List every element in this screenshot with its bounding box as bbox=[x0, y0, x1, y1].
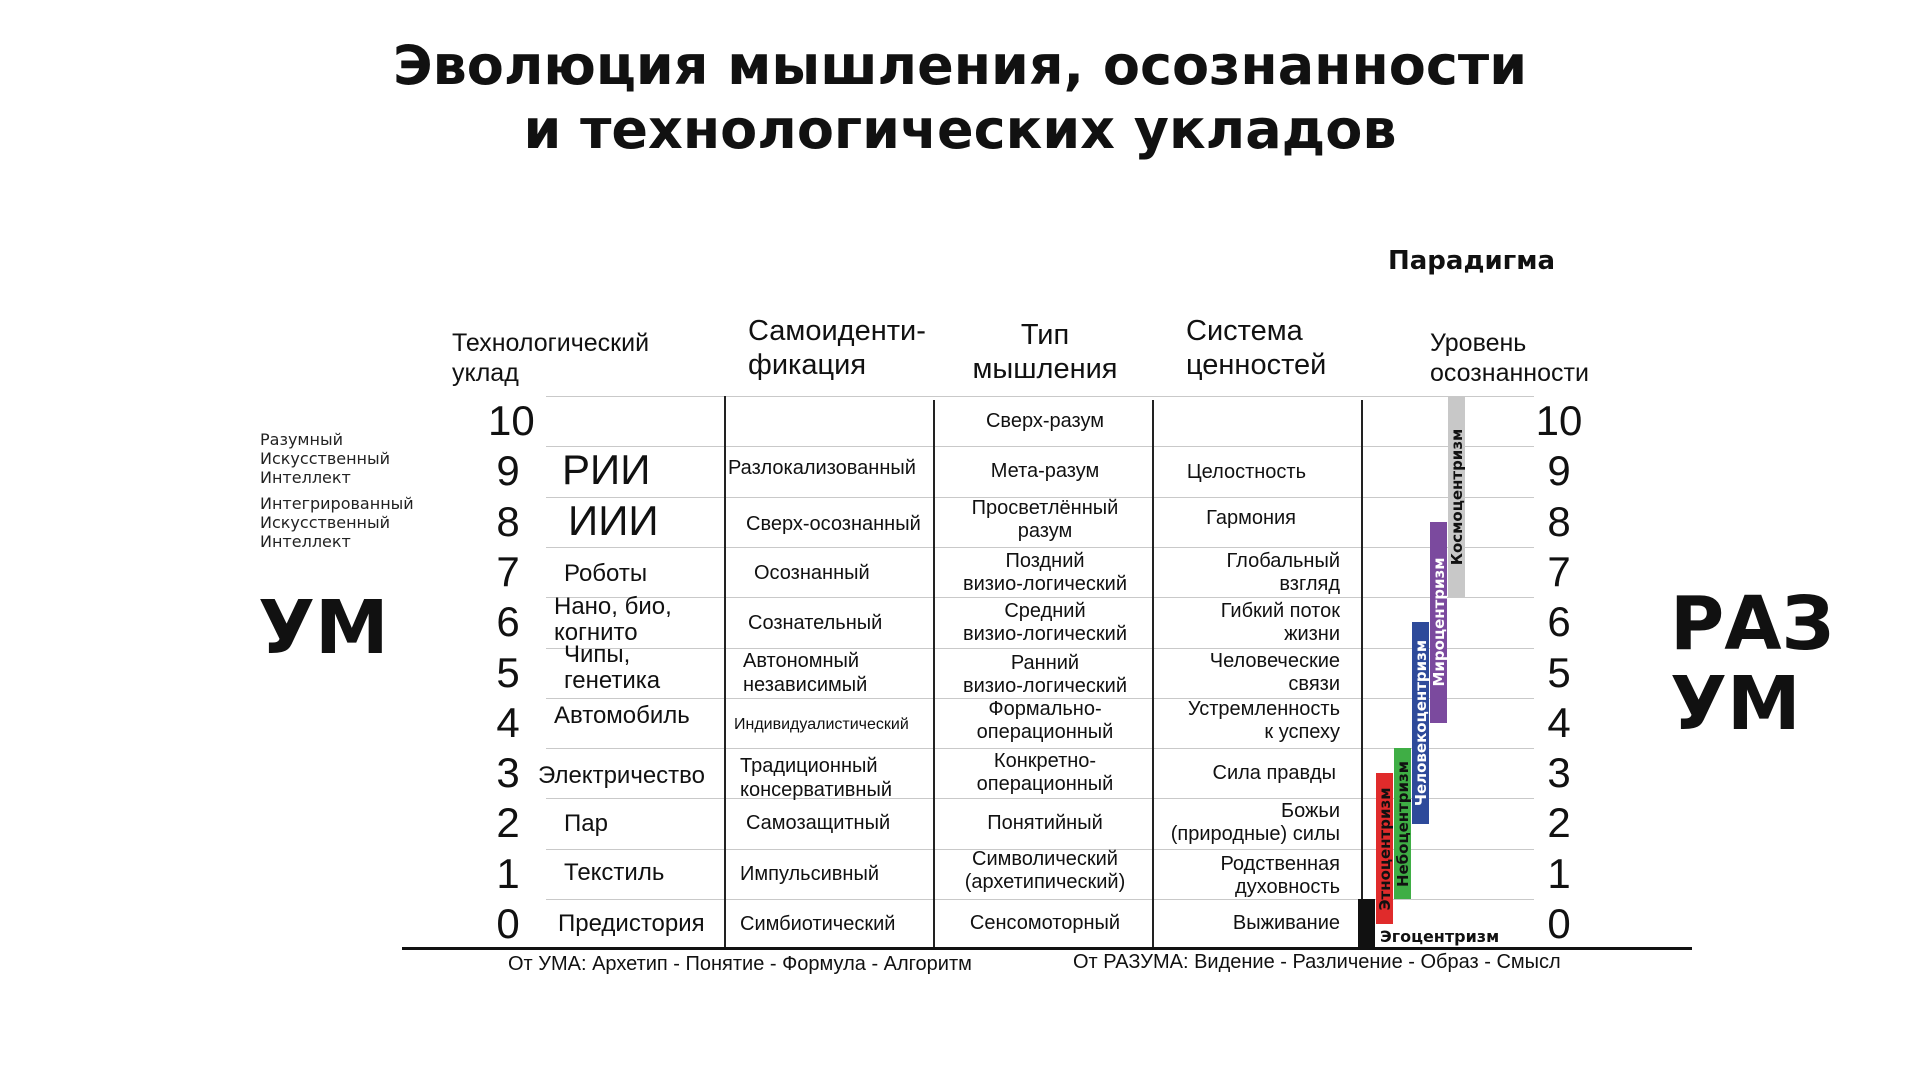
self-level-9: Разлокализованный bbox=[728, 457, 916, 479]
tech-level-3: Электричество bbox=[538, 762, 705, 789]
think-level-8-line-2: разум bbox=[1017, 520, 1073, 542]
self-level-2: Самозащитный bbox=[746, 812, 891, 834]
think-level-6 bbox=[935, 600, 1155, 646]
awareness-header-line-1: Уровень bbox=[1430, 329, 1527, 357]
right-level-number-8: 8 bbox=[1547, 497, 1571, 545]
right-level-number-2: 2 bbox=[1547, 799, 1571, 847]
paradigm-bar-4 bbox=[1412, 622, 1429, 823]
tech-column-header bbox=[452, 328, 649, 388]
think-header-line-1: Тип bbox=[1020, 319, 1070, 351]
paradigm-bar-label: Этноцентризм bbox=[1375, 787, 1394, 911]
paradigm-bar-5 bbox=[1430, 522, 1447, 723]
tech-header-line-2: уклад bbox=[452, 359, 519, 387]
think-level-5 bbox=[935, 652, 1155, 698]
rii-note-line-2: Искусственный bbox=[260, 449, 391, 468]
title-line-2: и технологических укладов bbox=[523, 98, 1397, 161]
think-level-4-line-2: операционный bbox=[976, 721, 1114, 743]
tech-level-4: Автомобиль bbox=[554, 702, 690, 729]
self-level-3 bbox=[740, 754, 950, 802]
think-level-8 bbox=[935, 497, 1155, 543]
values-header-line-1: Система bbox=[1186, 315, 1303, 347]
values-level-1-line-2: духовность bbox=[1235, 876, 1340, 898]
tech-level-1: Текстиль bbox=[564, 859, 665, 886]
think-level-10: Сверх-разум bbox=[985, 410, 1105, 432]
think-level-1-line-2: (архетипический) bbox=[964, 871, 1126, 893]
right-level-number-6: 6 bbox=[1547, 598, 1571, 646]
left-level-number-2: 2 bbox=[496, 799, 520, 847]
footer-mind-sequence: От УМА: Архетип - Понятие - Формула - Алгоритм bbox=[508, 953, 972, 975]
razum-label bbox=[1670, 581, 1835, 747]
think-level-6-line-2: визио-логический bbox=[962, 623, 1128, 645]
self-level-7: Осознанный bbox=[754, 562, 870, 584]
paradigm-bar-label: Эгоцентризм bbox=[1380, 927, 1500, 947]
think-column-header bbox=[935, 318, 1155, 386]
self-header-line-2: фикация bbox=[748, 349, 867, 381]
self-level-3-line-1: Традиционный bbox=[740, 755, 878, 777]
self-level-5-line-2: независимый bbox=[743, 674, 868, 696]
values-level-0: Выживание bbox=[1232, 912, 1340, 934]
paradigm-bar-6 bbox=[1448, 396, 1465, 597]
values-level-3: Сила правды bbox=[1212, 762, 1336, 784]
paradigm-bar-2 bbox=[1376, 773, 1393, 924]
iii-note-line-1: Интегрированный bbox=[260, 494, 414, 513]
iii-note-line-3: Интеллект bbox=[260, 532, 351, 551]
tech-level-0: Предистория bbox=[558, 910, 705, 937]
values-level-6-line-1: Гибкий поток bbox=[1220, 600, 1340, 622]
think-level-6-line-1: Средний bbox=[1004, 600, 1086, 622]
think-level-5-line-2: визио-логический bbox=[962, 675, 1128, 697]
tech-level-8: ИИИ bbox=[568, 497, 659, 544]
values-level-2-line-2: (природные) силы bbox=[1170, 823, 1340, 845]
self-level-3-line-2: консервативный bbox=[740, 779, 893, 801]
paradigm-bar-1 bbox=[1358, 899, 1375, 949]
think-level-8-line-1: Просветлённый bbox=[971, 497, 1119, 519]
paradigm-bar-label: Небоцентризм bbox=[1393, 760, 1412, 887]
think-level-5-line-1: Ранний bbox=[1010, 652, 1080, 674]
tech-level-9: РИИ bbox=[562, 446, 651, 493]
values-level-9: Целостность bbox=[1186, 461, 1306, 483]
self-level-0: Симбиотический bbox=[740, 913, 896, 935]
values-level-8: Гармония bbox=[1206, 507, 1296, 529]
left-level-number-10: 10 bbox=[488, 397, 535, 444]
tech-header-line-1: Технологический bbox=[452, 329, 650, 357]
values-column-header bbox=[1186, 314, 1326, 382]
values-level-1-line-1: Родственная bbox=[1220, 853, 1340, 875]
think-level-3 bbox=[935, 750, 1155, 796]
values-level-7-line-2: взгляд bbox=[1279, 573, 1340, 595]
think-level-3-line-1: Конкретно- bbox=[993, 750, 1097, 772]
left-level-number-0: 0 bbox=[496, 900, 520, 947]
think-level-9: Мета-разум bbox=[990, 460, 1100, 482]
iii-note-line-2: Искусственный bbox=[260, 513, 391, 532]
paradigm-heading: Парадигма bbox=[1388, 246, 1556, 276]
think-level-7 bbox=[935, 550, 1155, 596]
values-level-5 bbox=[1150, 650, 1340, 696]
self-level-8: Сверх-осознанный bbox=[746, 513, 921, 535]
page-title bbox=[0, 34, 1920, 162]
grid-line bbox=[546, 547, 1534, 548]
values-level-4-line-2: к успеху bbox=[1264, 721, 1340, 743]
paradigm-bar-label: Человекоцентризм bbox=[1411, 639, 1430, 807]
right-level-number-3: 3 bbox=[1547, 749, 1571, 797]
right-level-number-0: 0 bbox=[1547, 900, 1571, 947]
column-divider bbox=[1361, 400, 1363, 948]
awareness-header-line-2: осознанности bbox=[1430, 359, 1589, 387]
self-level-5-line-1: Автономный bbox=[743, 650, 860, 672]
um-label: УМ bbox=[258, 585, 389, 671]
left-level-number-4: 4 bbox=[496, 698, 520, 746]
grid-line bbox=[546, 396, 1534, 397]
razum-label-line-1: РАЗ bbox=[1670, 581, 1835, 667]
left-level-number-5: 5 bbox=[496, 648, 520, 696]
think-header-line-2: мышления bbox=[972, 353, 1118, 385]
think-level-7-line-2: визио-логический bbox=[962, 573, 1128, 595]
think-level-4-line-1: Формально- bbox=[988, 698, 1102, 720]
right-level-number-5: 5 bbox=[1547, 648, 1571, 696]
values-level-2-line-1: Божьи bbox=[1281, 800, 1340, 822]
tech-level-5-line-1: Чипы, bbox=[564, 641, 631, 668]
values-level-5-line-2: связи bbox=[1288, 673, 1340, 695]
self-level-6: Сознательный bbox=[748, 612, 883, 634]
razum-label-line-2: УМ bbox=[1670, 661, 1801, 747]
title-line-1: Эволюция мышления, осознанности bbox=[392, 34, 1528, 97]
right-level-number-1: 1 bbox=[1547, 849, 1571, 897]
left-level-number-7: 7 bbox=[496, 547, 520, 595]
tech-level-2: Пар bbox=[564, 810, 608, 837]
think-level-2: Понятийный bbox=[987, 812, 1103, 834]
tech-level-6-line-1: Нано, био, bbox=[554, 593, 672, 620]
values-level-4-line-1: Устремленность bbox=[1187, 698, 1340, 720]
values-level-2 bbox=[1150, 800, 1340, 846]
values-level-4 bbox=[1150, 698, 1340, 744]
right-level-number-4: 4 bbox=[1547, 698, 1571, 746]
tech-level-5 bbox=[564, 642, 734, 694]
rii-note bbox=[260, 430, 390, 487]
awareness-column-header bbox=[1430, 328, 1589, 388]
right-level-number-9: 9 bbox=[1547, 447, 1571, 495]
paradigm-bar-3 bbox=[1394, 748, 1411, 899]
values-level-6-line-2: жизни bbox=[1284, 623, 1340, 645]
tech-level-7: Роботы bbox=[564, 560, 648, 587]
self-column-header bbox=[748, 314, 926, 382]
self-level-4: Индивидуалистический bbox=[734, 716, 909, 733]
footer-reason-sequence: От РАЗУМА: Видение - Различение - Образ - Смысл bbox=[1073, 951, 1561, 973]
left-level-number-3: 3 bbox=[496, 749, 520, 797]
values-level-1 bbox=[1150, 853, 1340, 899]
paradigm-bar-label: Мироцентризм bbox=[1429, 557, 1448, 687]
rii-note-line-1: Разумный bbox=[260, 430, 343, 449]
think-level-4 bbox=[935, 698, 1155, 744]
values-level-7 bbox=[1150, 550, 1340, 596]
think-level-0: Сенсомоторный bbox=[969, 912, 1121, 934]
values-header-line-2: ценностей bbox=[1186, 349, 1327, 381]
tech-level-5-line-2: генетика bbox=[564, 667, 661, 694]
think-level-1 bbox=[935, 848, 1155, 894]
left-level-number-1: 1 bbox=[496, 849, 520, 897]
left-level-number-6: 6 bbox=[496, 598, 520, 646]
self-level-5 bbox=[743, 649, 953, 697]
tech-level-6 bbox=[554, 594, 724, 646]
think-level-3-line-2: операционный bbox=[976, 773, 1114, 795]
values-level-5-line-1: Человеческие bbox=[1209, 650, 1340, 672]
right-level-number-7: 7 bbox=[1547, 547, 1571, 595]
grid-line bbox=[546, 748, 1534, 749]
rii-note-line-3: Интеллект bbox=[260, 468, 351, 487]
paradigm-bar-label: Космоцентризм bbox=[1447, 428, 1466, 565]
think-level-7-line-1: Поздний bbox=[1005, 550, 1085, 572]
values-level-7-line-1: Глобальный bbox=[1226, 550, 1340, 572]
tech-level-6-line-2: когнито bbox=[554, 619, 638, 646]
think-level-1-line-1: Символический bbox=[972, 848, 1118, 870]
self-header-line-1: Самоиденти- bbox=[748, 315, 926, 347]
left-level-number-9: 9 bbox=[496, 447, 520, 495]
iii-note bbox=[260, 494, 414, 551]
left-level-number-8: 8 bbox=[496, 497, 520, 545]
values-level-6 bbox=[1150, 600, 1340, 646]
self-level-1: Импульсивный bbox=[740, 863, 879, 885]
right-level-number-10: 10 bbox=[1535, 397, 1583, 444]
